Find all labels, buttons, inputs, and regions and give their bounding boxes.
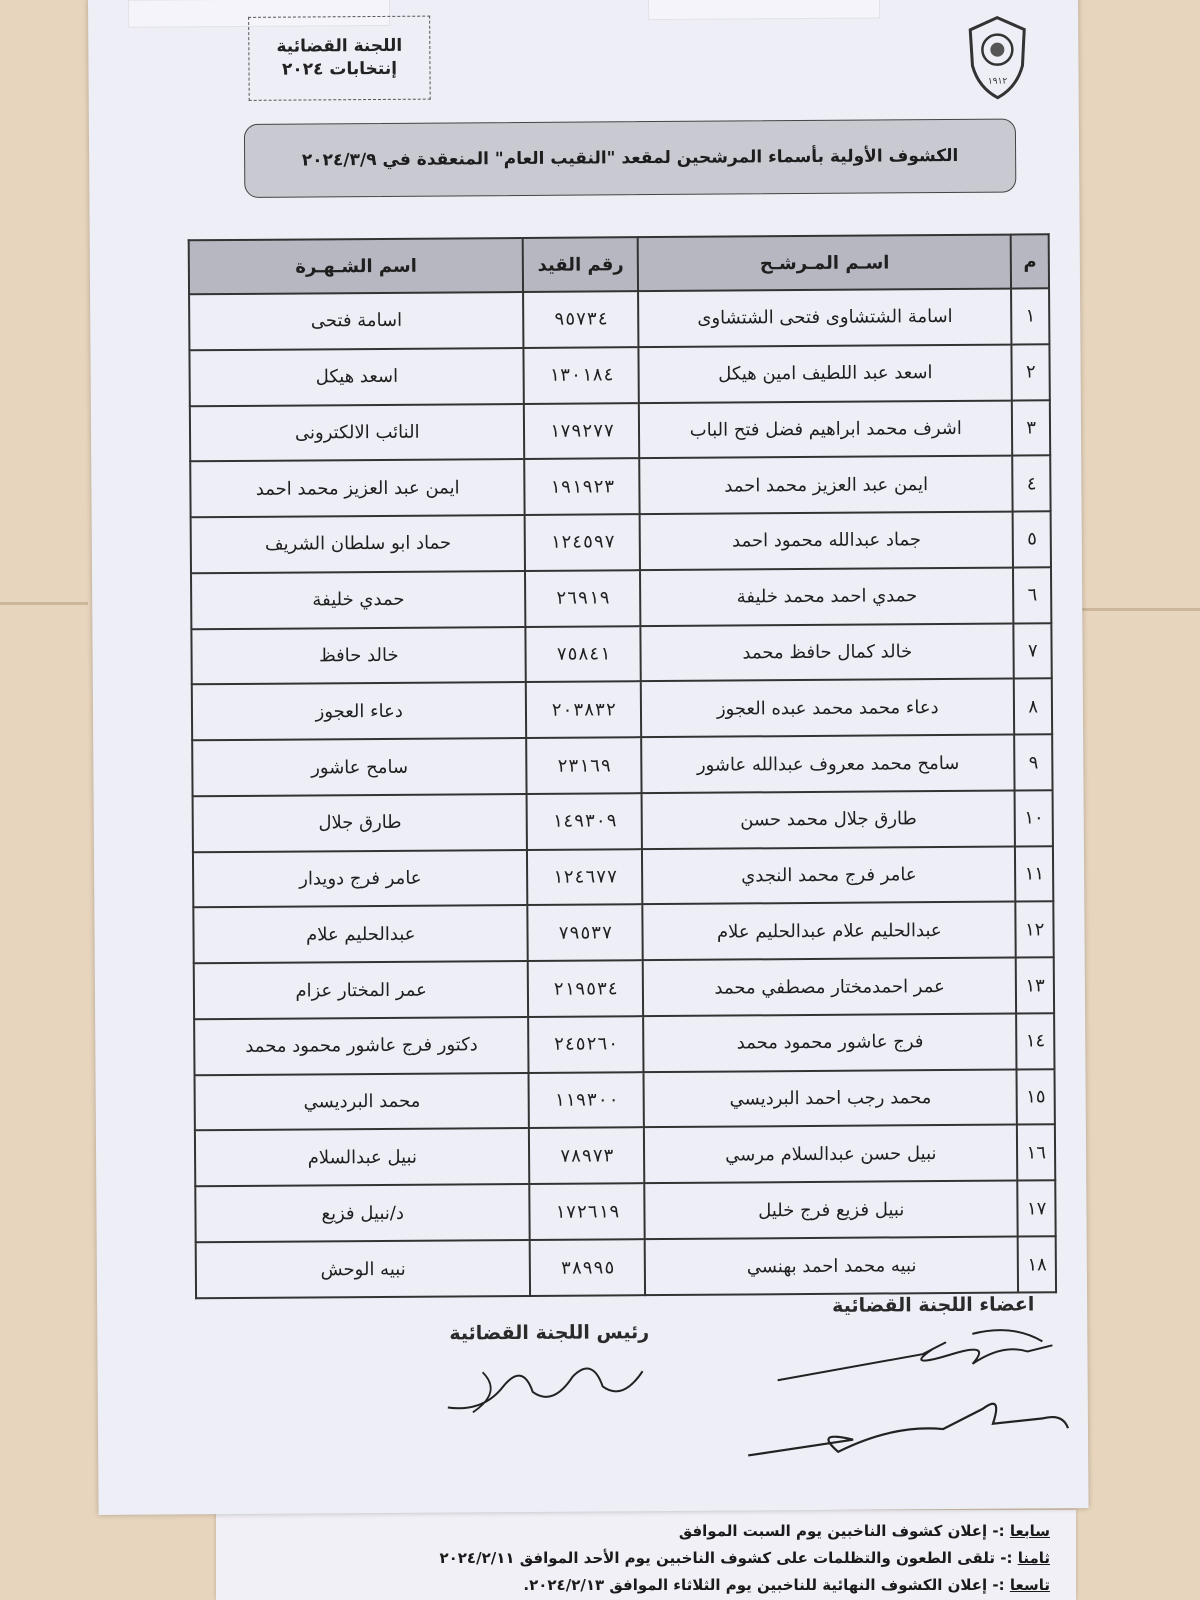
cell-known: نبيل عبدالسلام	[195, 1128, 530, 1186]
note-item: ثامنا :- تلقى الطعون والتظلمات على كشوف الناخبين يوم الأحد الموافق ٢٠٢٤/٢/١١	[439, 1549, 1050, 1567]
committee-stamp	[248, 16, 431, 101]
cell-known: عامر فرج دويدار	[193, 850, 528, 908]
table-row	[189, 288, 1049, 350]
cell-name: ايمن عبد العزيز محمد احمد	[639, 456, 1013, 514]
table-header-row	[189, 234, 1049, 294]
president-signature	[442, 1351, 662, 1423]
cell-name: طارق جلال محمد حسن	[642, 790, 1016, 848]
cell-known: حماد ابو سلطان الشريف	[191, 515, 526, 573]
cell-known: عبدالحليم علام	[193, 905, 528, 963]
cell-name: جماد عبدالله محمود احمد	[640, 512, 1014, 570]
cell-reg: ٧٥٨٤١	[526, 626, 641, 683]
table-row	[194, 1013, 1054, 1075]
table-row	[196, 1236, 1056, 1298]
cell-reg: ٢٤٥٢٦٠	[529, 1016, 644, 1073]
cell-name: حمدي احمد محمد خليفة	[640, 567, 1014, 625]
cell-name: عمر احمدمختار مصطفي محمد	[643, 958, 1017, 1016]
table-row	[195, 1069, 1055, 1131]
cell-reg: ٢٦٩١٩	[525, 570, 640, 627]
cell-known: طارق جلال	[193, 794, 528, 852]
cell-reg: ٣٨٩٩٥	[530, 1239, 645, 1296]
table-row	[190, 456, 1050, 518]
cell-name: عبدالحليم علام عبدالحليم علام	[642, 902, 1016, 960]
cell-name: عامر فرج محمد النجدي	[642, 846, 1016, 904]
cell-known: عمر المختار عزام	[194, 961, 529, 1019]
cell-reg: ١٩١٩٢٣	[525, 458, 640, 515]
note-item: تاسعا :- إعلان الكشوف النهائية للناخبين يوم الثلاثاء الموافق ٢٠٢٤/٢/١٣.	[523, 1576, 1050, 1594]
cell-name: محمد رجب احمد البرديسي	[644, 1069, 1018, 1127]
member-signature-1	[772, 1323, 1062, 1395]
committee-line1: اللجنة القضائية	[276, 35, 403, 57]
cell-known: اسعد هيكل	[189, 348, 524, 406]
table-row	[191, 511, 1051, 573]
col-header-reg: رقم القيد	[523, 237, 638, 292]
members-label: اعضاء اللجنة القضائية	[832, 1293, 1035, 1317]
cell-name: دعاء محمد محمد عبده العجوز	[641, 679, 1015, 737]
cell-num: ١٣	[1016, 957, 1054, 1013]
tape-strip	[648, 0, 880, 20]
syndicate-logo-icon	[966, 15, 1029, 99]
cell-known: اسامة فتحى	[189, 292, 524, 350]
col-header-num: م	[1011, 234, 1049, 288]
cell-known: د/نبيل فزيع	[195, 1184, 530, 1242]
cell-reg: ٩٥٧٣٤	[524, 291, 639, 348]
cell-name: اسعد عبد اللطيف امين هيكل	[639, 344, 1013, 402]
table-row	[193, 790, 1053, 852]
table-body	[189, 288, 1056, 1298]
table-row	[190, 400, 1050, 462]
cell-num: ١٤	[1017, 1013, 1055, 1069]
cell-name: نبيل فزيع فرج خليل	[644, 1181, 1018, 1239]
wall-joint-right	[1078, 608, 1200, 611]
table-row	[192, 734, 1052, 796]
note-item: سابعا :- إعلان كشوف الناخبين يوم السبت الموافق	[678, 1522, 1050, 1540]
cell-num: ٥	[1013, 511, 1051, 567]
cell-num: ٢	[1012, 344, 1050, 400]
cell-reg: ٢١٩٥٣٤	[528, 960, 643, 1017]
cell-num: ٧	[1014, 623, 1052, 679]
candidates-table	[188, 233, 1057, 1299]
cell-num: ١٥	[1017, 1069, 1055, 1125]
cell-num: ١٧	[1018, 1181, 1056, 1237]
cell-name: اشرف محمد ابراهيم فضل فتح الباب	[639, 400, 1013, 458]
cell-num: ١	[1011, 288, 1049, 344]
notes-list	[230, 1518, 1050, 1599]
cell-num: ١٢	[1016, 902, 1054, 958]
cell-known: حمدي خليفة	[191, 571, 526, 629]
cell-name: خالد كمال حافظ محمد	[640, 623, 1014, 681]
cell-known: دكتور فرج عاشور محمود محمد	[194, 1017, 529, 1075]
committee-line2: إنتخابات ٢٠٢٤	[281, 58, 398, 80]
cell-known: محمد البرديسي	[195, 1073, 530, 1131]
table-row	[189, 344, 1049, 406]
cell-num: ١١	[1015, 846, 1053, 902]
cell-num: ١٦	[1017, 1125, 1055, 1181]
cell-reg: ١٢٤٦٧٧	[527, 849, 642, 906]
col-header-name: اسـم المـرشـح	[638, 235, 1012, 292]
cell-known: سامح عاشور	[192, 738, 527, 796]
cell-num: ٣	[1012, 400, 1050, 456]
table-row	[191, 567, 1051, 629]
col-header-known: اسم الشـهـرة	[189, 238, 524, 294]
cell-name: اسامة الشتشاوى فتحى الشتشاوى	[638, 289, 1012, 347]
cell-known: النائب الالكترونى	[190, 403, 525, 461]
cell-reg: ٧٨٩٧٣	[529, 1128, 644, 1185]
table-row	[195, 1125, 1055, 1187]
cell-reg: ٧٩٥٣٧	[528, 905, 643, 962]
cell-name: نبيل حسن عبدالسلام مرسي	[644, 1125, 1018, 1183]
cell-reg: ١٢٤٥٩٧	[525, 514, 640, 571]
cell-num: ٨	[1014, 679, 1052, 735]
cell-known: نبيه الوحش	[196, 1240, 531, 1298]
cell-known: دعاء العجوز	[192, 682, 527, 740]
table-row	[192, 679, 1052, 741]
logo-year: ١٩١٢	[987, 76, 1008, 87]
cell-reg: ٢٠٣٨٣٢	[526, 682, 641, 739]
cell-num: ١٠	[1015, 790, 1053, 846]
cell-reg: ١١٩٣٠٠	[529, 1072, 644, 1129]
cell-name: نبيه محمد احمد بهنسي	[645, 1237, 1019, 1296]
president-label: رئيس اللجنة القضائية	[449, 1321, 650, 1345]
cell-reg: ١٧٢٦١٩	[530, 1183, 645, 1240]
cell-reg: ٢٣١٦٩	[527, 737, 642, 794]
cell-name: سامح محمد معروف عبدالله عاشور	[641, 735, 1015, 793]
table-row	[194, 957, 1054, 1019]
table-row	[195, 1181, 1055, 1243]
member-signature-2	[743, 1388, 1074, 1465]
page-title: الكشوف الأولية بأسماء المرشحين لمقعد "النقيب العام" المنعقدة في ٢٠٢٤/٣/٩	[244, 119, 1016, 198]
candidate-list-sheet	[88, 0, 1089, 1515]
cell-reg: ١٣٠١٨٤	[524, 347, 639, 404]
cell-known: ايمن عبد العزيز محمد احمد	[190, 459, 525, 517]
cell-name: فرج عاشور محمود محمد	[643, 1013, 1017, 1071]
cell-reg: ١٤٩٣٠٩	[527, 793, 642, 850]
cell-known: خالد حافظ	[191, 627, 526, 685]
cell-num: ٦	[1013, 567, 1051, 623]
cell-reg: ١٧٩٢٧٧	[524, 403, 639, 460]
table-row	[193, 902, 1053, 964]
wall-joint-left	[0, 602, 88, 605]
table-row	[191, 623, 1051, 685]
cell-num: ٩	[1015, 734, 1053, 790]
cell-num: ١٨	[1018, 1236, 1056, 1292]
cell-num: ٤	[1013, 456, 1051, 512]
table-row	[193, 846, 1053, 908]
